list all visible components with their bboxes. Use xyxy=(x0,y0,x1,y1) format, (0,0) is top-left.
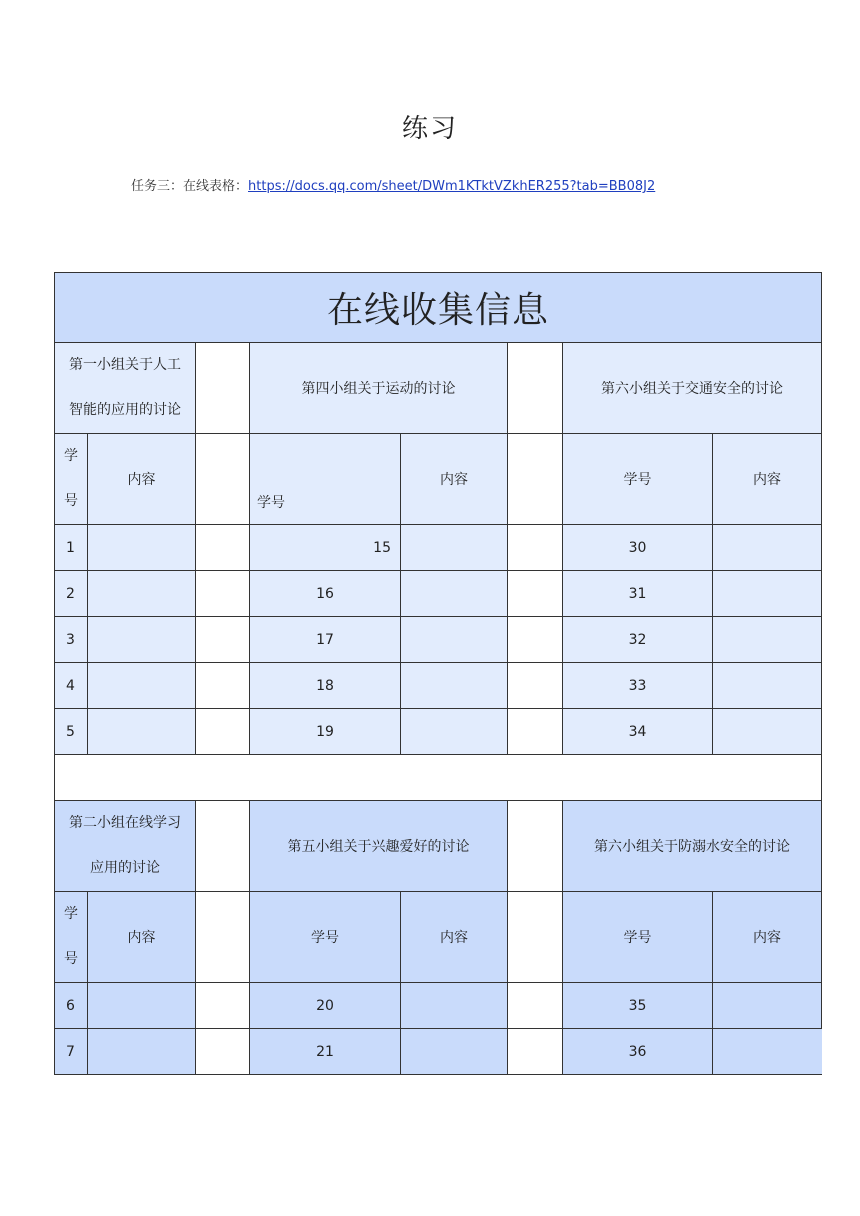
col-student-id-header xyxy=(55,434,88,525)
table-row xyxy=(55,983,822,1029)
student-id-cell[interactable]: 33 xyxy=(563,663,713,709)
student-id-cell[interactable]: 32 xyxy=(563,617,713,663)
blank-cell xyxy=(508,434,563,525)
col-content-header: 内容 xyxy=(713,892,822,983)
student-id-cell[interactable]: 35 xyxy=(563,983,713,1029)
blank-cell xyxy=(196,801,250,892)
student-id-cell[interactable]: 30 xyxy=(563,525,713,571)
spacer-row xyxy=(55,755,822,801)
content-cell[interactable] xyxy=(401,571,508,617)
col-student-id-header: 学号 xyxy=(563,434,713,525)
content-cell[interactable] xyxy=(401,1029,508,1075)
col-content-header: 内容 xyxy=(401,434,508,525)
blank-cell xyxy=(196,525,250,571)
student-id-cell[interactable]: 5 xyxy=(55,709,88,755)
table-row xyxy=(55,663,822,709)
content-cell[interactable] xyxy=(88,1029,196,1075)
content-cell[interactable] xyxy=(88,571,196,617)
student-id-cell[interactable]: 4 xyxy=(55,663,88,709)
blank-cell xyxy=(508,343,563,434)
col-content-header: 内容 xyxy=(88,892,196,983)
blank-cell xyxy=(196,1029,250,1075)
sheet-banner: 在线收集信息 xyxy=(55,273,822,343)
student-id-cell[interactable]: 16 xyxy=(250,571,401,617)
group1-header-line2: 智能的应用的讨论 xyxy=(69,402,181,418)
content-cell[interactable] xyxy=(88,617,196,663)
blank-cell xyxy=(508,525,563,571)
content-cell[interactable] xyxy=(713,663,822,709)
blank-cell xyxy=(508,801,563,892)
content-cell[interactable] xyxy=(401,617,508,663)
group2-header-line2: 应用的讨论 xyxy=(90,860,160,876)
student-id-cell[interactable]: 34 xyxy=(563,709,713,755)
col-student-id-header: 学号 xyxy=(250,434,401,525)
table-row xyxy=(55,525,822,571)
blank-cell xyxy=(508,1029,563,1075)
group5-header: 第五小组关于兴趣爱好的讨论 xyxy=(250,801,508,892)
group6-header: 第六小组关于交通安全的讨论 xyxy=(563,343,822,434)
blank-cell xyxy=(196,343,250,434)
blank-cell xyxy=(508,892,563,983)
blank-cell xyxy=(508,983,563,1029)
blank-cell xyxy=(508,617,563,663)
content-cell[interactable] xyxy=(401,525,508,571)
blank-cell xyxy=(196,892,250,983)
content-cell[interactable] xyxy=(713,525,822,571)
content-cell[interactable] xyxy=(401,983,508,1029)
blank-cell xyxy=(196,709,250,755)
blank-cell xyxy=(508,709,563,755)
col-content-header: 内容 xyxy=(88,434,196,525)
student-id-cell[interactable]: 2 xyxy=(55,571,88,617)
content-cell[interactable] xyxy=(88,983,196,1029)
content-cell[interactable] xyxy=(713,709,822,755)
group2-header-line1: 第二小组在线学习 xyxy=(69,815,181,831)
content-cell[interactable] xyxy=(713,617,822,663)
col-student-id-header xyxy=(55,892,88,983)
col-id-char1: 学 xyxy=(64,448,78,464)
group1-header-line1: 第一小组关于人工 xyxy=(69,357,181,373)
spreadsheet-table xyxy=(54,272,821,1072)
content-cell[interactable] xyxy=(713,571,822,617)
student-id-cell[interactable]: 17 xyxy=(250,617,401,663)
student-id-cell[interactable]: 1 xyxy=(55,525,88,571)
task-line xyxy=(131,175,655,194)
content-cell[interactable] xyxy=(713,1029,822,1075)
table-row xyxy=(55,617,822,663)
col-id-char2: 号 xyxy=(64,493,78,509)
group4-header: 第四小组关于运动的讨论 xyxy=(250,343,508,434)
document-title: 练习 xyxy=(401,114,458,144)
sheet-link[interactable]: https://docs.qq.com/sheet/DWm1KTktVZkhER255?tab=BB08J2 xyxy=(248,179,656,194)
table-row xyxy=(55,571,822,617)
student-id-cell[interactable]: 15 xyxy=(250,525,401,571)
content-cell[interactable] xyxy=(88,663,196,709)
content-cell[interactable] xyxy=(713,983,822,1029)
blank-cell xyxy=(508,663,563,709)
group6b-header: 第六小组关于防溺水安全的讨论 xyxy=(563,801,822,892)
content-cell[interactable] xyxy=(401,709,508,755)
blank-cell xyxy=(196,571,250,617)
blank-cell xyxy=(196,617,250,663)
table-row xyxy=(55,1029,822,1075)
student-id-cell[interactable]: 20 xyxy=(250,983,401,1029)
blank-cell xyxy=(508,571,563,617)
content-cell[interactable] xyxy=(401,663,508,709)
table-row xyxy=(55,709,822,755)
col-content-header: 内容 xyxy=(713,434,822,525)
col-student-id-header: 学号 xyxy=(250,892,401,983)
content-cell[interactable] xyxy=(88,709,196,755)
col-student-id-header: 学号 xyxy=(563,892,713,983)
student-id-cell[interactable]: 19 xyxy=(250,709,401,755)
group2-header xyxy=(55,801,196,892)
student-id-cell[interactable]: 7 xyxy=(55,1029,88,1075)
col-id-char2: 号 xyxy=(64,951,78,967)
student-id-cell[interactable]: 31 xyxy=(563,571,713,617)
col-id-char1: 学 xyxy=(64,906,78,922)
blank-cell xyxy=(196,663,250,709)
blank-cell xyxy=(196,983,250,1029)
blank-cell xyxy=(196,434,250,525)
group1-header xyxy=(55,343,196,434)
task-label: 任务三：在线表格： xyxy=(131,179,249,194)
student-id-cell[interactable]: 21 xyxy=(250,1029,401,1075)
student-id-cell[interactable]: 3 xyxy=(55,617,88,663)
student-id-cell[interactable]: 36 xyxy=(563,1029,713,1075)
content-cell[interactable] xyxy=(88,525,196,571)
student-id-cell[interactable]: 6 xyxy=(55,983,88,1029)
col-content-header: 内容 xyxy=(401,892,508,983)
student-id-cell[interactable]: 18 xyxy=(250,663,401,709)
